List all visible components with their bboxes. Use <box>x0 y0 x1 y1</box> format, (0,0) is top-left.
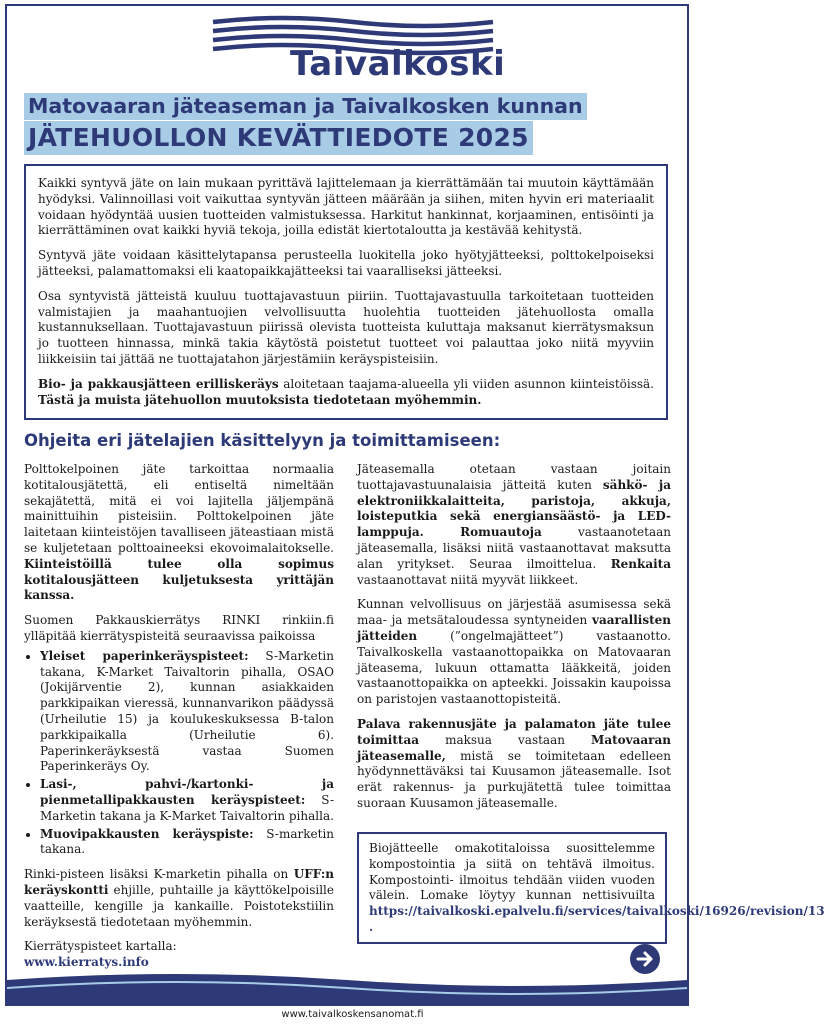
right-p2-text2: (”ongelmajätteet”) vastaanotto. Taivalkoskella vastaanottopaikka on Matovaaran jäteasema, lukuun ottamatta lääkkeitä, joiden vastaanottopaikka on apteekki. Joissakin kaupoissa on paristojen vastaanottopisteitä. <box>357 628 671 707</box>
right-column <box>357 462 671 821</box>
left-paragraph-1 <box>24 462 334 604</box>
intro-paragraph-1: Kaikki syntyvä jäte on lain mukaan pyrittävä lajittelemaan ja kierrättämään tai muutoin käyttämään hyödyksi. Valinnoillasi voit vaikuttaa syntyvän jätteen määrään ja siihen, miten hyvin eri materiaalit voidaan hyödyntää uusien tuotteiden valmistuksessa. Harkitut hankinnat, korjaaminen, entisöinti ja kierrättäminen ovat kaikki hyviä tekoja, joilla edistät kiertotaloutta ja kestävää kehitystä. <box>38 176 654 238</box>
right-p3-bold2: Matovaaran jäteasemalle, <box>357 732 671 763</box>
left-column <box>24 462 334 971</box>
right-p3-text2: mistä se toimitetaan edelleen hyödynnettäväksi tai Kuusamon jäteasemalle. Isot erät rakennus- ja purkujätettä tulee toimittaa suoraan Kuusamon jäteasemalle. <box>357 748 671 810</box>
left-p3-text2: ehjille, puhtaille ja käyttökelpoisille vaatteille, kengille ja kankaille. Poistotekstiilin keräyksestä tiedotetaan myöhemmin. <box>24 882 334 929</box>
list-item-title: Yleiset paperinkeräyspisteet: <box>40 648 249 663</box>
right-p1-bold2: Romuautoja <box>460 525 542 540</box>
right-p1-text3: vastaanottavat niitä myyvät liikkeet. <box>357 572 579 587</box>
list-item-title: Muovipakkausten keräyspiste: <box>40 826 254 841</box>
intro-paragraph-3: Osa syntyvistä jätteistä kuuluu tuottajavastuun piiriin. Tuottajavastuulla tarkoitetaan tuotteiden valmistajien ja maahantuojien velvollisuutta huolehtia tuotteiden jätehuollosta omalla kustannuksellaan. Tuottajavastuun piirissä olevista tuotteista kuluttaja maksanut kierrätysmaksun jo tuotteen hinnassa, minkä takia käytöstä poistetut tuotteet voi palauttaa joko niitä myyviin liikkeisiin tai jättää ne tuottajatahon järjestämiin keräyspisteisiin. <box>38 288 654 366</box>
biowaste-link[interactable]: https://taivalkoski.epalvelu.fi/services/taivalkoski/16926/revision/13 . <box>369 904 825 934</box>
right-p3-bold1: Palava rakennusjäte ja palamaton jäte tulee toimittaa <box>357 716 671 747</box>
biowaste-text <box>369 841 825 936</box>
left-p1-text: Polttokelpoinen jäte tarkoittaa normaalia kotitalousjätettä, eli entiseltä nimeltään sekajätettä, mitä ei voi lajitella jäljempänä mainittuihin pisteisiin. Polttokelpoinen jäte laitetaan kiinteistöjen tavalliseen jäteastiaan mistä se kuljetetaan polttoaineeksi ekovoimalaitokselle. <box>24 462 334 555</box>
right-paragraph-1 <box>357 462 671 588</box>
list-item-text: S-Marketin takana, K-Market Taivaltorin pihalla, OSAO (Jokijärventie 2), kunnan asiakkaiden parkkipaikan vieressä, kunnanvarikon päädyssä (Urheilutie 15) ja koulukeskuksessa B-talon parkkipaikalla (Urheilutie 6). Paperinkeräyksestä vastaa Suomen Paperinkeräys Oy. <box>40 648 334 774</box>
right-paragraph-2 <box>357 597 671 708</box>
list-item-text: S-marketin takana. <box>40 826 335 857</box>
right-p1-text2: vastaanotetaan jäteasemalla, lisäksi niitä vastaanottavat maksutta alan yritykset. Seuraa ilmoittelua. <box>357 525 671 571</box>
right-p1-bold3: Renkaita <box>610 556 671 571</box>
list-item <box>40 649 334 775</box>
left-paragraph-2: Suomen Pakkauskierrätys RINKI rinkiin.fi ylläpitää kierrätyspisteitä seuraavissa paikoissa <box>24 613 334 643</box>
right-p3-text1: maksua vastaan <box>419 732 592 747</box>
right-p2-text1: Kunnan velvollisuus on järjestää asumisessa sekä maa- ja metsätaloudessa syntyneiden <box>357 597 671 628</box>
left-paragraph-3 <box>24 867 334 930</box>
left-p1-bold: Kiinteistöillä tulee olla sopimus kotitalousjätteen kuljetuksesta yrittäjän kanssa. <box>24 556 334 603</box>
bottom-wave-decoration <box>7 966 687 1006</box>
intro-box <box>24 164 668 420</box>
intro-bold-2: Tästä ja muista jätehuollon muutoksista tiedotetaan myöhemmin. <box>38 392 482 407</box>
left-p3-bold: UFF:n keräyskontti <box>24 867 334 897</box>
map-link[interactable]: www.kierratys.info <box>24 955 149 970</box>
right-p2-bold: vaarallisten jätteiden <box>357 613 671 643</box>
headline-subtitle: Matovaaran jäteaseman ja Taivalkosken kunnan <box>24 93 587 120</box>
intro-paragraph-4 <box>38 377 654 409</box>
list-item-title: Lasi-, pahvi-/kartonki- ja pienmetallipakkausten keräyspisteet: <box>40 777 334 807</box>
biowaste-body: Biojätteelle omakotitaloissa suosittelemme kompostointia ja siitä on tehtävä ilmoitus. Kompostointi- ilmoitus tehdään viiden vuoden välein. Lomake löytyy kunnan nettisivuilta <box>369 841 655 903</box>
section-title: Ohjeita eri jätelajien käsittelyyn ja toimittamiseen: <box>24 431 501 450</box>
headline-title: JÄTEHUOLLON KEVÄTTIEDOTE 2025 <box>24 121 533 155</box>
intro-paragraph-2: Syntyvä jäte voidaan käsittelytapansa perusteella luokitella joko hyötyjätteeksi, polttokelpoiseksi jätteeksi, palamattomaksi eli kaatopaikkajätteeksi tai vaaralliseksi jätteeksi. <box>38 248 654 278</box>
map-label: Kierrätyspisteet kartalla: <box>24 939 177 954</box>
intro-bold-1: Bio- ja pakkausjätteen erilliskeräys <box>38 376 279 391</box>
right-paragraph-3 <box>357 717 671 812</box>
right-p1-bold1: sähkö- ja elektroniikkalaitteita, paristoja, akkuja, loisteputkia sekä energiansäästö- ja LED-lamppuja. <box>357 477 671 540</box>
right-p1-text1: Jäteasemalla otetaan vastaan joitain tuottajavastuunalaisia jätteitä kuten <box>357 462 671 492</box>
left-p3-text1: Rinki-pisteen lisäksi K-marketin pihalla on <box>24 867 294 882</box>
list-item-text: S-Marketin takana ja K-Market Taivaltorin pihalla. <box>40 792 334 823</box>
biowaste-box <box>357 832 825 944</box>
collection-points-list <box>24 649 334 858</box>
list-item <box>40 777 334 824</box>
footer-url: www.taivalkoskensanomat.fi <box>281 1009 424 1020</box>
logo-name: Taivalkoski <box>290 44 506 84</box>
list-item <box>40 827 334 859</box>
intro-text-4: aloitetaan taajama-alueella yli viiden asunnon kiinteistöissä. <box>278 376 654 391</box>
